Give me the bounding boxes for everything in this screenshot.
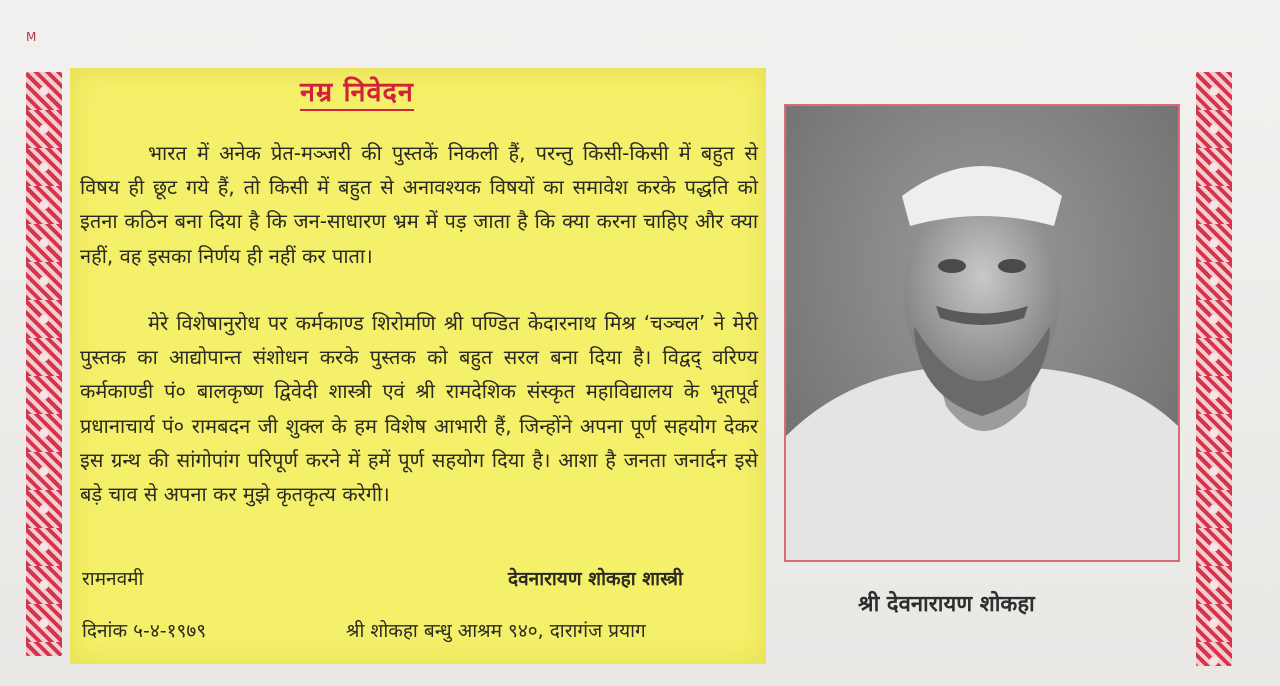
notice-address: श्री शोकहा बन्धु आश्रम ९४०, दारागंज प्रयाग	[346, 620, 646, 642]
notice-heading: नम्र निवेदन	[300, 72, 414, 111]
notice-author: देवनारायण शोकहा शास्त्री	[508, 568, 683, 590]
notice-paragraph-1: भारत में अनेक प्रेत-मञ्जरी की पुस्तकें निकली हैं, परन्तु किसी-किसी में बहुत से विषय ही छूट गये हैं, तो किसी में बहुत से अनावश्यक विषयों का समावेश करके पद्धति को इतना कठिन बना दिया है कि जन-साधारण भ्रम में पड़ जाता है कि क्या करना चाहिए और क्या नहीं, वह इसका निर्णय ही नहीं कर पाता।	[80, 141, 758, 268]
notice-paragraph-2: मेरे विशेषानुरोध पर कर्मकाण्ड शिरोमणि श्री पण्डित केदारनाथ मिश्र ‘चञ्चल’ ने मेरी पुस्तक का आद्योपान्त संशोधन करके पुस्तक को बहुत सरल बना दिया है। विद्वद् वरिण्य कर्मकाण्डी पं० बालकृष्ण द्विवेदी शास्त्री एवं श्री रामदेशिक संस्कृत महाविद्यालय के भूतपूर्व प्रधानाचार्य पं० रामबदन जी शुक्ल के हम विशेष आभारी हैं, जिन्होंने अपना पूर्ण सहयोग देकर इस ग्रन्थ की सांगोपांग परिपूर्ण करने में हमें पूर्ण सहयोग दिया है। आशा है जनता जनार्दन इसे बड़े चाव से अपना कर मुझे कृतकृत्य करेगी।	[80, 311, 758, 507]
left-decorative-border	[26, 72, 62, 656]
portrait-caption: श्री देवनारायण शोकहा	[858, 592, 1035, 617]
portrait-image	[786, 106, 1178, 560]
right-decorative-border	[1196, 72, 1232, 666]
notice-date: दिनांक ५-४-१९७९	[82, 620, 207, 642]
author-portrait	[784, 104, 1180, 562]
notice-place: रामनवमी	[82, 568, 144, 590]
corner-mark: M	[26, 30, 37, 44]
